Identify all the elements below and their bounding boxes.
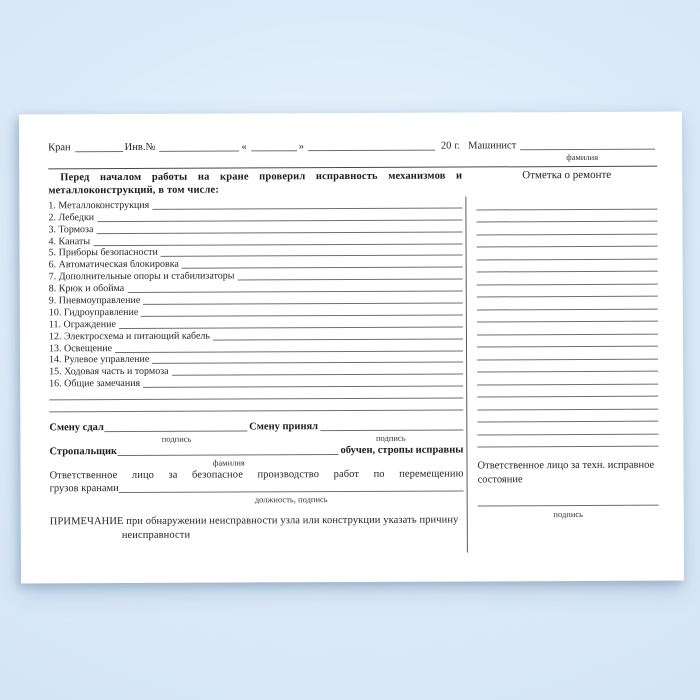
form-body bbox=[48, 169, 659, 543]
repair-blank-line-row bbox=[477, 436, 658, 449]
checklist-item-blank-line bbox=[143, 300, 463, 305]
checklist-item-blank-line bbox=[213, 335, 463, 340]
checklist-item-blank-line bbox=[182, 264, 463, 269]
repair-blank-line bbox=[476, 218, 657, 223]
slinger-surname-caption: фамилия bbox=[212, 457, 245, 468]
checklist-item-blank-line bbox=[172, 371, 463, 376]
repair-blank-line-row bbox=[477, 311, 658, 324]
checklist-item-label: 4. Канаты bbox=[48, 235, 91, 247]
repair-blank-line bbox=[477, 355, 658, 360]
repair-blank-line-row bbox=[477, 349, 658, 362]
responsible-person-text: Ответственное лицо за безопасное производство работ по перемещению bbox=[49, 468, 464, 482]
year-prefix: 20 bbox=[440, 140, 452, 152]
repair-blank-line bbox=[477, 443, 658, 448]
repair-blank-line-row bbox=[477, 336, 658, 349]
checklist-item-label: 13. Освещение bbox=[48, 342, 113, 354]
shift-handed-label: Смену сдал bbox=[49, 422, 104, 434]
repair-blank-line bbox=[477, 268, 658, 273]
date-quote-open: « bbox=[241, 141, 247, 153]
checklist-item-blank-line bbox=[93, 240, 462, 246]
repair-blank-line bbox=[477, 280, 658, 285]
checklist-intro: Перед началом работы на кране проверил исправность механизмов и металлоконструкций, в том числе: bbox=[48, 170, 463, 197]
checklist-item-label: 5. Приборы безопасности bbox=[48, 247, 158, 259]
repair-column-title: Отметка о ремонте bbox=[522, 168, 612, 182]
shift-handed-blank-field bbox=[104, 427, 247, 432]
repair-blank-line bbox=[476, 230, 657, 235]
tech-signature-row bbox=[478, 502, 659, 507]
slinger-label: Стропальщик bbox=[49, 446, 118, 458]
repair-blank-line-row bbox=[477, 374, 658, 387]
checklist-item-label: 15. Ходовая часть и тормоза bbox=[49, 366, 169, 378]
repair-blank-lines bbox=[476, 199, 658, 450]
checklist-item-blank-line bbox=[119, 323, 463, 329]
repair-blank-line bbox=[477, 380, 658, 385]
blank-line bbox=[49, 407, 463, 413]
checklist-item-label: 14. Рулевое управление bbox=[49, 354, 150, 366]
repair-blank-line-row bbox=[476, 211, 657, 224]
checklist-item-label: 9. Пневмоуправление bbox=[48, 294, 141, 307]
repair-blank-line bbox=[477, 255, 658, 260]
operator-name-blank-field bbox=[520, 146, 655, 151]
checklist-item-blank-line bbox=[141, 311, 463, 316]
repair-blank-line bbox=[477, 393, 658, 398]
checklist-item-blank-line bbox=[127, 288, 463, 293]
repair-blank-line-row bbox=[477, 299, 658, 312]
checklist-item-blank-line bbox=[115, 347, 463, 353]
extra-blank-lines bbox=[49, 389, 463, 415]
repair-blank-line bbox=[477, 293, 658, 298]
repair-blank-line bbox=[477, 243, 658, 248]
checklist-item-label: 10. Гидроуправление bbox=[48, 306, 139, 319]
repair-blank-line-row bbox=[477, 261, 658, 274]
repair-blank-line bbox=[477, 430, 658, 435]
date-month-blank-field bbox=[308, 147, 435, 152]
date-day-blank-field bbox=[251, 147, 297, 151]
repair-blank-line-row bbox=[477, 236, 658, 249]
repair-blank-line-row bbox=[476, 199, 657, 212]
checklist-item-blank-line bbox=[143, 383, 463, 388]
repair-blank-line-row bbox=[477, 411, 658, 424]
checklist-items bbox=[48, 199, 463, 391]
repair-blank-line-row bbox=[477, 286, 658, 299]
checklist-item-label: 12. Электросхема и питающий кабель bbox=[48, 330, 210, 343]
checklist-item-label: 7. Дополнительные опоры и стабилизаторы bbox=[48, 270, 235, 283]
position-signature-caption: должность, подпись bbox=[254, 494, 328, 505]
repair-blank-line bbox=[477, 368, 658, 373]
checklist-item-blank-line bbox=[152, 359, 463, 364]
checklist-item-blank-line bbox=[96, 228, 462, 234]
signature-caption: подпись bbox=[161, 433, 192, 444]
responsible-line2-label: грузов кранами bbox=[49, 483, 119, 495]
repair-blank-line bbox=[477, 305, 658, 310]
checklist-item-label: 1. Металлоконструкция bbox=[48, 199, 150, 212]
repair-blank-line bbox=[477, 318, 658, 323]
repair-blank-line bbox=[477, 405, 658, 410]
tech-signature-blank-field bbox=[478, 502, 659, 507]
repair-column bbox=[476, 169, 659, 541]
crane-inspection-form bbox=[19, 112, 684, 584]
year-suffix: г. bbox=[454, 140, 461, 152]
checklist-item-label: 3. Тормоза bbox=[48, 223, 94, 235]
inventory-number-blank-field bbox=[159, 147, 239, 151]
responsible-caption-row bbox=[50, 494, 464, 507]
repair-blank-line-row bbox=[477, 399, 658, 412]
checklist-item-label: 11. Ограждение bbox=[48, 318, 116, 331]
note-text: ПРИМЕЧАНИЕ при обнаружении неисправности узла или конструкции указать причину неисправности bbox=[49, 514, 459, 541]
operator-label: Машинист bbox=[468, 140, 517, 152]
repair-blank-line-row bbox=[477, 361, 658, 374]
date-quote-close: » bbox=[298, 141, 305, 153]
repair-blank-line bbox=[476, 205, 657, 210]
tech-responsible-text: Ответственное лицо за техн. исправное состояние bbox=[477, 459, 655, 486]
crane-label: Кран bbox=[48, 142, 71, 154]
checklist-item-blank-line bbox=[237, 276, 462, 281]
slinger-name-blank-field bbox=[117, 451, 338, 456]
checklist-item-label: 8. Крюк и обойма bbox=[48, 283, 125, 295]
checklist-item-label: 6. Автоматическая блокировка bbox=[48, 259, 179, 271]
responsible-blank-field bbox=[119, 488, 464, 494]
checklist-item-blank-line bbox=[161, 252, 463, 257]
checklist-item-blank-line bbox=[152, 204, 462, 209]
inventory-number-label: Инв.№ bbox=[124, 141, 156, 153]
surname-caption: фамилия bbox=[566, 151, 599, 163]
slinger-note: обучен, стропы исправны bbox=[340, 444, 464, 457]
repair-blank-line bbox=[477, 418, 658, 423]
repair-blank-line-row bbox=[477, 274, 658, 287]
blank-line bbox=[49, 395, 463, 401]
repair-blank-line-row bbox=[477, 249, 658, 262]
slinger-row bbox=[49, 444, 463, 459]
tech-signature-caption: подпись bbox=[553, 508, 584, 520]
checklist-item-label: 16. Общие замечания bbox=[49, 378, 141, 390]
repair-blank-line bbox=[477, 343, 658, 348]
repair-blank-line-row bbox=[477, 386, 658, 399]
checklist-item-blank-line bbox=[97, 216, 462, 222]
checklist-column bbox=[48, 170, 464, 543]
crane-blank-field bbox=[75, 148, 123, 152]
repair-blank-line-row bbox=[477, 324, 658, 337]
repair-blank-line-row bbox=[477, 424, 658, 437]
shift-accepted-label: Смену принял bbox=[249, 421, 319, 433]
checklist-item-label: 2. Лебедки bbox=[48, 211, 95, 224]
repair-blank-line-row bbox=[476, 224, 657, 237]
signature-caption: подпись bbox=[375, 432, 406, 443]
repair-blank-line bbox=[477, 330, 658, 335]
shift-accepted-blank-field bbox=[320, 427, 463, 432]
